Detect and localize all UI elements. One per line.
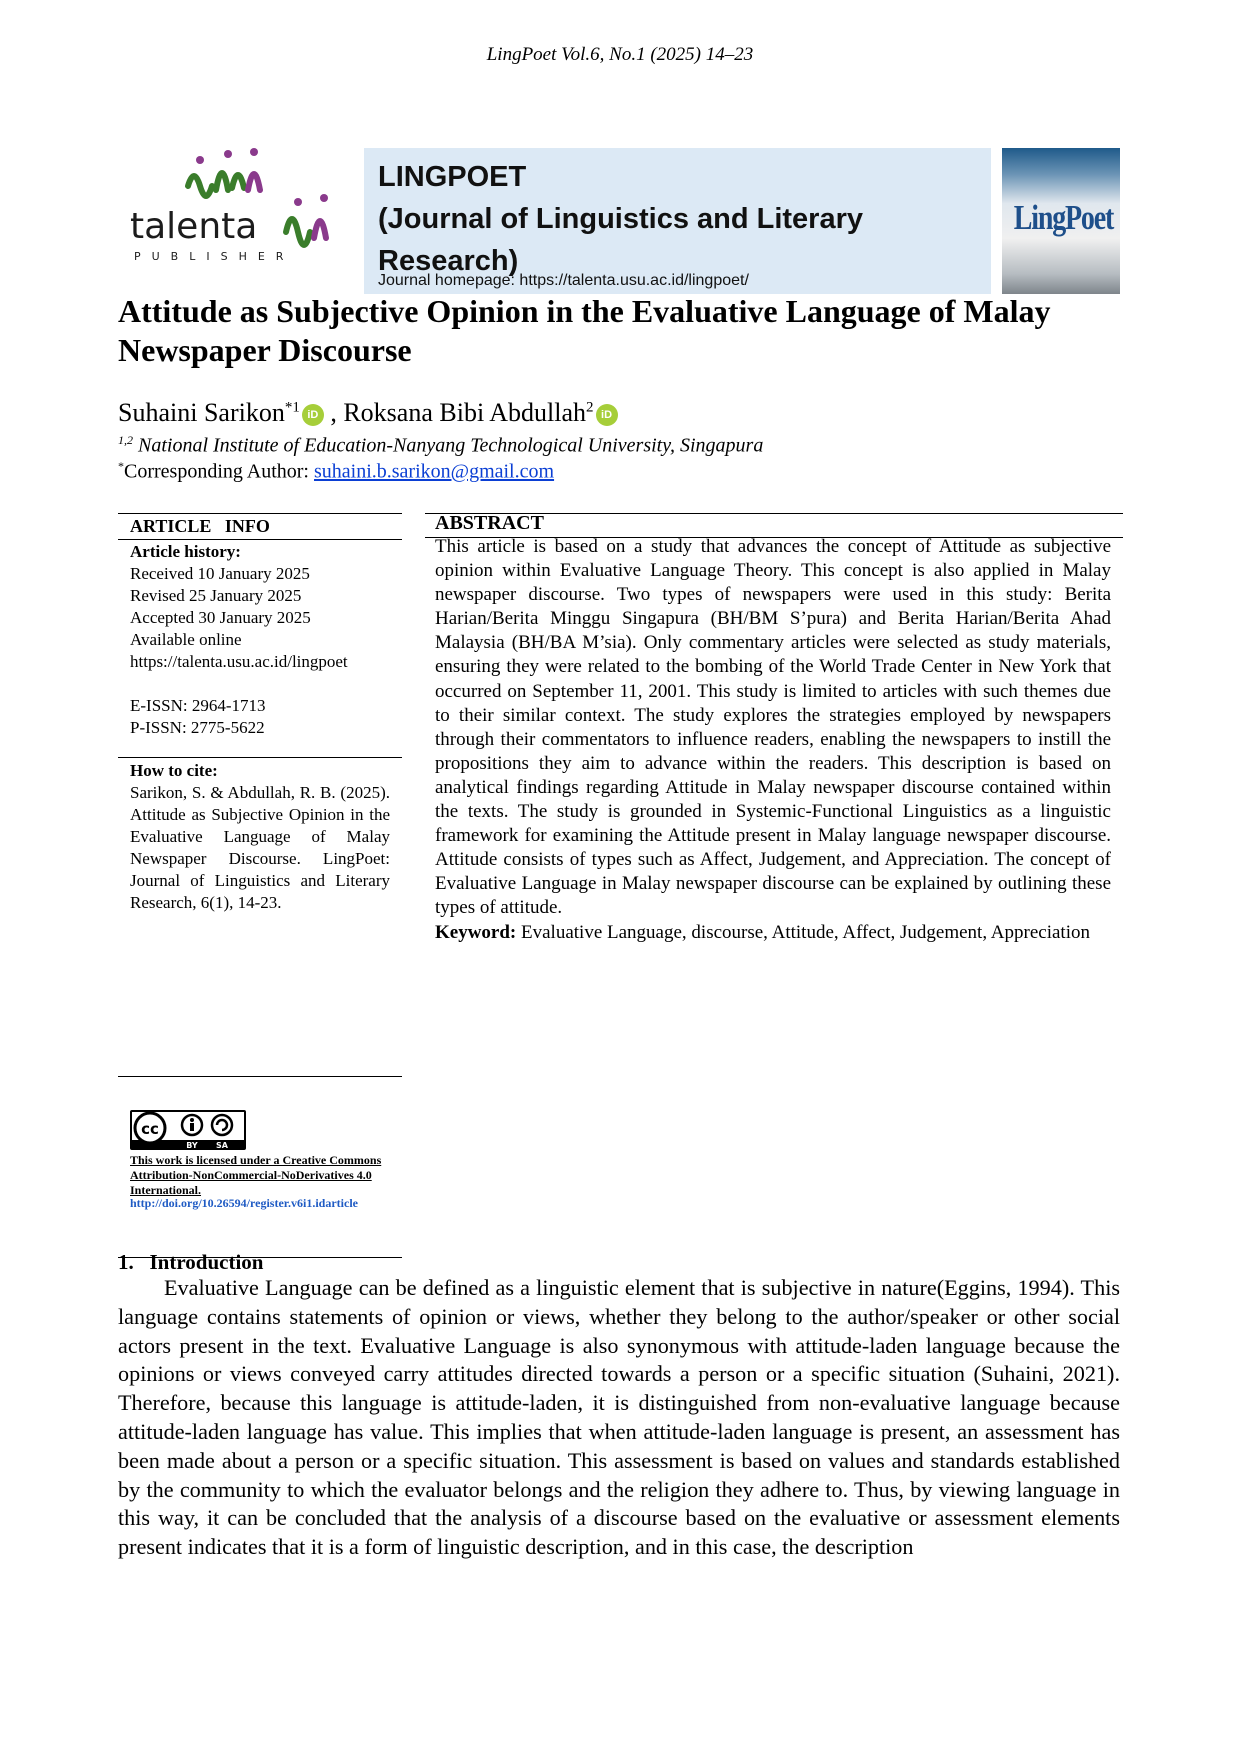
author-separator: , [323, 398, 344, 427]
author-superscript: *1 [284, 399, 300, 416]
introduction-heading: 1. Introduction [118, 1250, 264, 1274]
article-history [130, 541, 390, 739]
orcid-icon[interactable]: iD [302, 404, 324, 426]
affiliation [118, 433, 763, 458]
journal-title-line1: LINGPOET [378, 161, 527, 193]
affiliation-superscript: 1,2 [118, 433, 133, 447]
author-name: Roksana Bibi Abdullah [343, 398, 587, 427]
cc-icon: cc [141, 1120, 159, 1138]
keywords: Evaluative Language, discourse, Attitude, Affect, Judgement, Appreciation [516, 921, 1090, 943]
journal-title-line3: Research) [378, 245, 519, 277]
eissn: E-ISSN: 2964-1713 [130, 696, 266, 715]
author-line [118, 398, 618, 428]
revised-date: Revised 25 January 2025 [130, 586, 302, 605]
abstract-body [435, 535, 1111, 945]
svg-text:BY: BY [186, 1141, 198, 1150]
keyword-label: Keyword: [435, 921, 517, 943]
abstract-text: This article is based on a study that advances the concept of Attitude as subjective opinion within Evaluative Language Theory. This concept is also applied in Malay newspaper discourse. Two types of newspapers were used in this study: Berita Harian/Berita Minggu Singapura (BH/BM S’pura) and Berita Harian/Berita Ahad Malaysia (BH/BA M’sia). Only commentary articles were selected as study materials, ensuring they were related to the bombing of the World Trade Center in New York that occurred on September 11, 2001. This study is limited to articles with such themes due to their similar context. The study explores the strategies employed by newspapers through their commentators to influence readers, enabling the newspapers to instill the propositions they aim to advance within the readers. This description is based on analytical findings regarding Attitude in Malay newspaper discourse contained within the texts. The study is grounded in Systemic-Functional Linguistics as a linguistic framework for examining the Attitude present in Malay language newspaper discourse. Attitude consists of types such as Affect, Judgement, and Appreciation. The concept of Evaluative Language in Malay newspaper discourse can be explained by outlining these types of attitude. [435, 536, 1111, 919]
divider [118, 539, 402, 540]
accepted-date: Accepted 30 January 2025 [130, 608, 311, 627]
pissn: P-ISSN: 2775-5622 [130, 718, 265, 737]
available-online: Available online [130, 630, 242, 649]
divider [118, 1076, 402, 1077]
corresponding-author [118, 459, 554, 484]
divider [118, 757, 402, 758]
by-icon [190, 1118, 194, 1122]
affiliation-text: National Institute of Education-Nanyang Technological University, Singapura [138, 434, 764, 457]
journal-title [378, 156, 978, 282]
orcid-icon[interactable]: iD [596, 404, 618, 426]
journal-title-line2: (Journal of Linguistics and Literary [378, 203, 864, 235]
journal-cover-image [1002, 148, 1120, 294]
talenta-publisher-logo [128, 146, 350, 274]
talenta-wordmark: talenta [130, 206, 258, 247]
received-date: Received 10 January 2025 [130, 564, 310, 583]
corresponding-email-link[interactable]: suhaini.b.sarikon@gmail.com [314, 460, 555, 483]
paper-title: Attitude as Subjective Opinion in the Evaluative Language of Malay Newspaper Discourse [118, 293, 1051, 368]
citation-text: Sarikon, S. & Abdullah, R. B. (2025). Attitude as Subjective Opinion in the Evaluative Language of Malay Newspaper Discourse. LingPoet: Journal of Linguistics and Literary Research, 6(1), 14-23. [130, 783, 390, 912]
how-to-cite [130, 760, 390, 914]
doi-link[interactable]: http://doi.org/10.26594/register.v6i1.idarticle [130, 1196, 358, 1210]
svg-text:SA: SA [216, 1141, 228, 1150]
corresponding-superscript: * [118, 459, 124, 473]
divider [118, 513, 402, 514]
article-info-heading: ARTICLE INFO [130, 516, 270, 536]
how-to-cite-heading: How to cite: [130, 761, 218, 780]
author-superscript: 2 [586, 399, 594, 416]
license-link[interactable]: This work is licensed under a Creative Commons Attribution-NonCommercial-NoDerivatives 4.0 International. [130, 1153, 382, 1197]
article-history-heading: Article history: [130, 542, 241, 561]
author-name: Suhaini Sarikon [118, 398, 285, 427]
journal-banner [364, 148, 991, 294]
publisher-wordmark: PUBLISHER [134, 250, 295, 263]
journal-url[interactable]: https://talenta.usu.ac.id/lingpoet [130, 652, 348, 671]
corresponding-label: Corresponding Author: [124, 460, 314, 483]
running-head: LingPoet Vol.6, No.1 (2025) 14–23 [486, 44, 754, 65]
cover-title: LingPoet [1013, 198, 1114, 237]
abstract-heading: ABSTRACT [435, 512, 544, 534]
introduction-body: Evaluative Language can be defined as a linguistic element that is subjective in nature(Eggins, 1994). This language contains statements of opinion or views, whether they belong to the author/speaker or other social actors present in the text. Evaluative Language is also synonymous with attitude-laden language because the opinions or views conveyed carry attitudes directed towards a person or a specific situation (Suhaini, 2021). Therefore, because this language is attitude-laden, it is distinguished from non-evaluative language because attitude-laden language has value. This implies that when attitude-laden language is present, an assessment has been made about a person or a specific situation. This assessment is based on values and standards established by the community to which the evaluator belongs and the religion they adhere to. Thus, by viewing language in this way, it can be concluded that the analysis of a discourse based on the evaluative or assessment elements present indicates that it is a form of linguistic description, and in this case, the description [118, 1275, 1120, 1560]
journal-homepage[interactable]: Journal homepage: https://talenta.usu.ac.id/lingpoet/ [378, 272, 749, 289]
cc-license-badge[interactable] [130, 1110, 246, 1150]
